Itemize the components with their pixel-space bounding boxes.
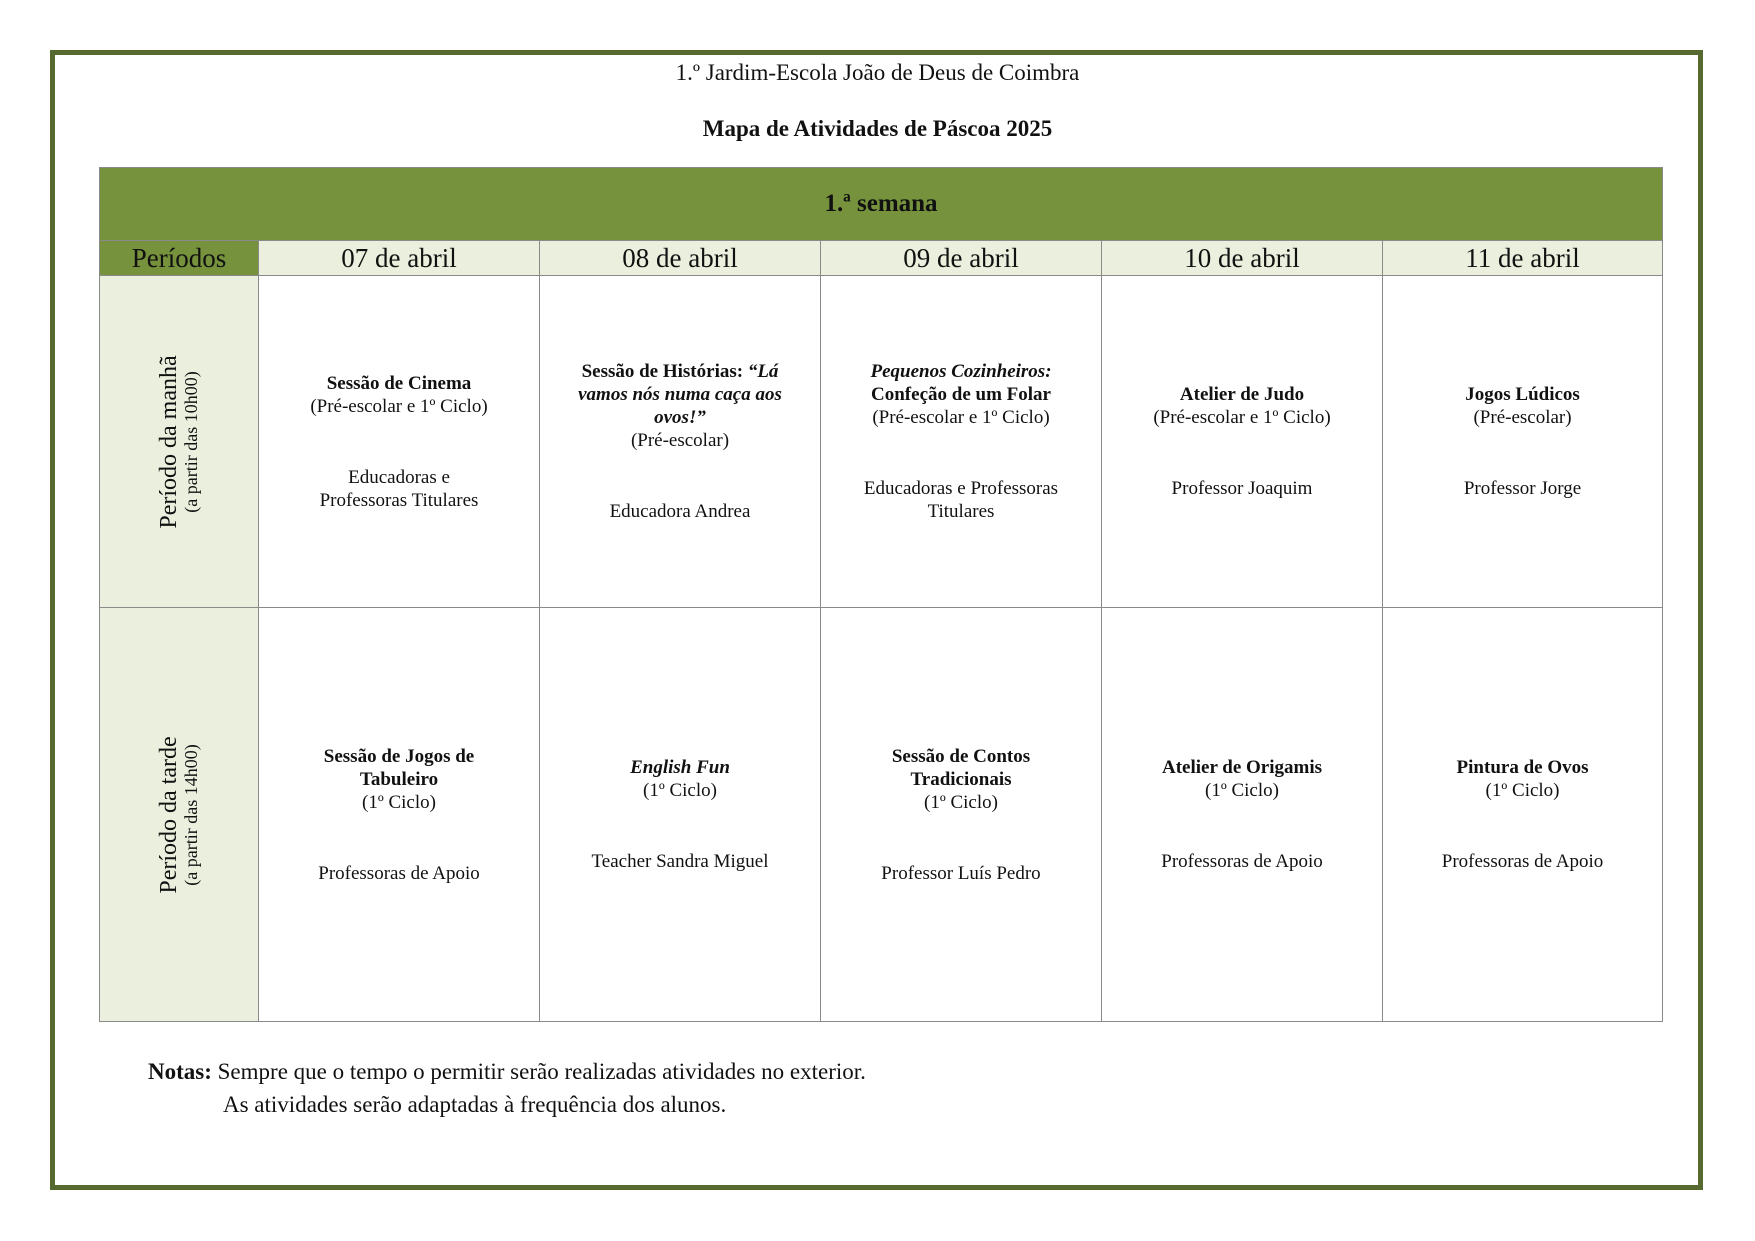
activity-cell <box>1102 276 1383 608</box>
activity-title: Sessão de Cinema <box>326 372 472 394</box>
activity-staff: Professoras Titulares <box>319 489 479 511</box>
activity-title: Tradicionais <box>910 768 1012 790</box>
activity-audience: (Pré-escolar e 1º Ciclo) <box>1153 407 1331 428</box>
document-title: Mapa de Atividades de Páscoa 2025 <box>702 116 1053 141</box>
activity-audience: (1º Ciclo) <box>1205 780 1279 801</box>
day-header: 07 de abril <box>259 241 540 276</box>
week-header-row <box>100 168 1663 241</box>
activity-audience: (1º Ciclo) <box>643 780 717 801</box>
period-name: Período da manhã <box>155 354 182 529</box>
periods-header: Períodos <box>100 241 259 276</box>
activity-cell <box>540 608 821 1022</box>
day-header: 09 de abril <box>821 241 1102 276</box>
day-header: 10 de abril <box>1102 241 1383 276</box>
activity-staff: Teacher Sandra Miguel <box>591 851 769 872</box>
activity-staff: Professor Joaquim <box>1171 478 1313 499</box>
activity-title: Atelier de Origamis <box>1161 757 1323 778</box>
activities-table <box>99 167 1663 1022</box>
activity-staff: Professor Luís Pedro <box>881 862 1041 884</box>
activity-cell <box>821 608 1102 1022</box>
activity-title: ovos!” <box>654 407 706 428</box>
activity-title: Sessão de Contos <box>891 745 1031 767</box>
activity-title: Sessão de Jogos de <box>323 745 475 767</box>
activity-staff: Professoras de Apoio <box>318 862 480 884</box>
activity-audience: (1º Ciclo) <box>362 791 436 813</box>
activity-staff: Educadoras e <box>348 466 450 488</box>
activity-title: Pintura de Ovos <box>1456 757 1589 778</box>
notes-label: Notas: <box>148 1059 212 1084</box>
activity-staff: Educadora Andrea <box>609 501 751 522</box>
activity-cell <box>259 608 540 1022</box>
activity-audience: (Pré-escolar) <box>630 430 730 451</box>
activity-staff: Titulares <box>927 501 995 522</box>
activity-title: Pequenos Cozinheiros: <box>870 361 1052 382</box>
period-name: Período da tarde <box>155 735 182 894</box>
activity-title: Jogos Lúdicos <box>1465 384 1580 405</box>
activity-cell <box>1383 608 1663 1022</box>
activity-title: Confeção de um Folar <box>871 384 1051 405</box>
activity-title: English Fun <box>630 757 730 778</box>
period-time: (a partir das 10h00) <box>181 370 202 513</box>
activity-title: Atelier de Judo <box>1179 384 1305 405</box>
activity-cell <box>540 276 821 608</box>
day-header-row <box>100 241 1663 276</box>
school-name: 1.º Jardim-Escola João de Deus de Coimbra <box>675 60 1080 85</box>
week-label: 1.ª semana <box>100 168 1663 241</box>
activity-audience: (1º Ciclo) <box>1485 780 1560 801</box>
activity-cell <box>259 276 540 608</box>
activity-audience: (1º Ciclo) <box>924 791 998 813</box>
activity-cell <box>1383 276 1663 608</box>
afternoon-period-label <box>100 608 259 1022</box>
activity-title: Tabuleiro <box>359 768 439 790</box>
activity-title: vamos nós numa caça aos <box>578 384 782 405</box>
activity-title: Sessão de Histórias: “Lá <box>581 361 779 382</box>
period-time: (a partir das 14h00) <box>181 743 202 886</box>
activity-audience: (Pré-escolar e 1º Ciclo) <box>872 407 1050 428</box>
day-header: 08 de abril <box>540 241 821 276</box>
activity-staff: Professor Jorge <box>1463 478 1582 499</box>
activity-cell <box>1102 608 1383 1022</box>
notes <box>148 1055 866 1121</box>
activity-audience: (Pré-escolar e 1º Ciclo) <box>310 395 488 417</box>
morning-period-label <box>100 276 259 608</box>
afternoon-row <box>100 608 1663 1022</box>
note-line: As atividades serão adaptadas à frequência dos alunos. <box>223 1092 727 1117</box>
activity-staff: Professoras de Apoio <box>1161 851 1323 872</box>
activity-staff: Educadoras e Professoras <box>863 478 1059 499</box>
morning-row <box>100 276 1663 608</box>
activity-staff: Professoras de Apoio <box>1441 851 1604 872</box>
note-line: Sempre que o tempo o permitir serão realizadas atividades no exterior. <box>211 1059 866 1084</box>
activity-cell <box>821 276 1102 608</box>
activity-audience: (Pré-escolar) <box>1473 407 1572 428</box>
day-header: 11 de abril <box>1383 241 1663 276</box>
